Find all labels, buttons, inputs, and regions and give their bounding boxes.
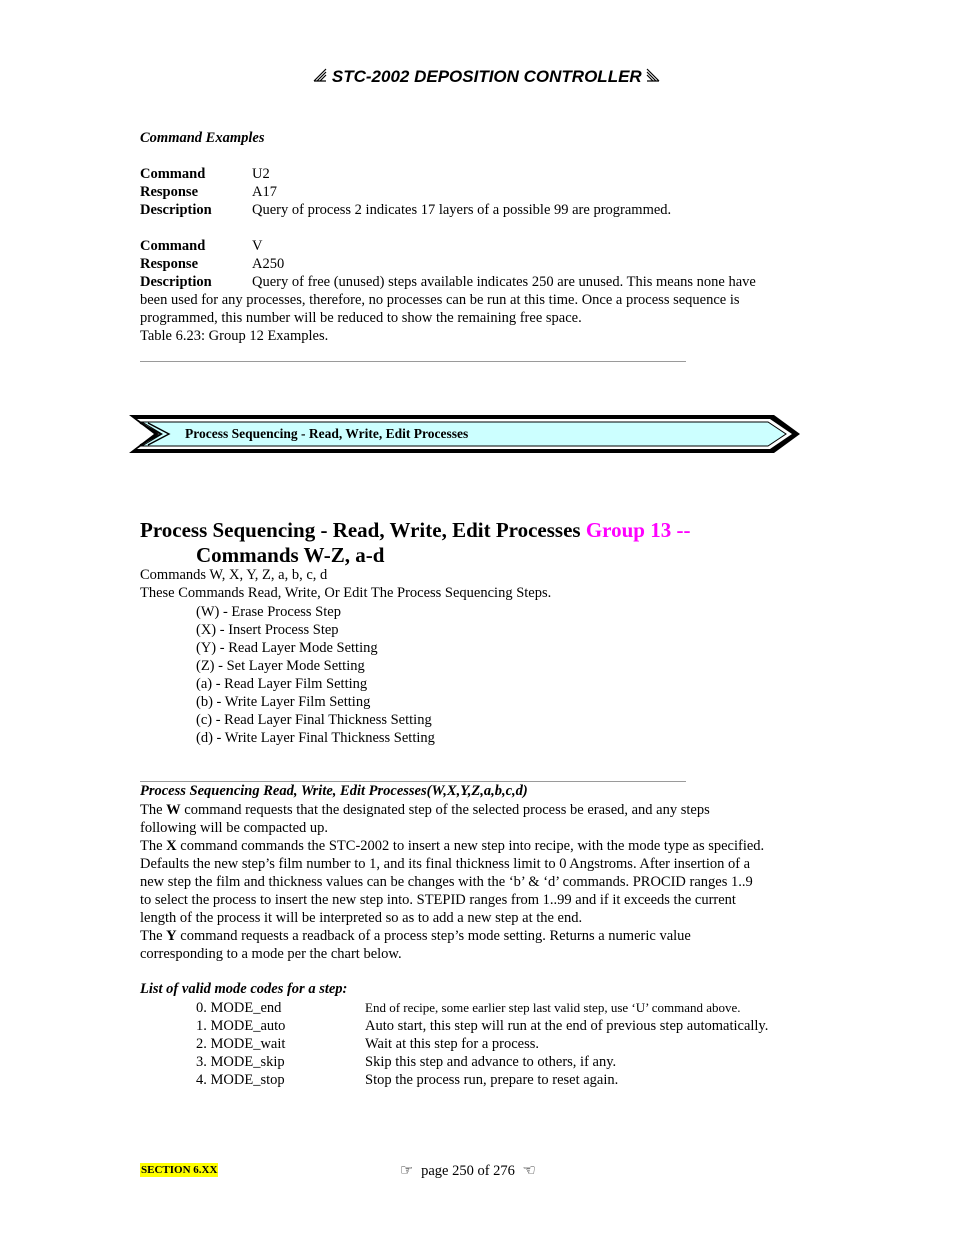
table-caption: Table 6.23: Group 12 Examples. <box>140 328 329 344</box>
mode-desc: End of recipe, some earlier step last valid step, use ‘U’ command above. <box>365 1000 741 1015</box>
y-text-2: corresponding to a mode per the chart below. <box>140 946 402 962</box>
example-1-command: U2 <box>252 166 270 182</box>
examples-heading: Command Examples <box>140 130 265 146</box>
label-description: Description <box>140 274 212 290</box>
header-title: STC-2002 DEPOSITION CONTROLLER <box>331 67 642 86</box>
left-ornament-icon <box>313 70 332 86</box>
list-item: (d) - Write Layer Final Thickness Setting <box>196 730 435 746</box>
mode-name: 2. MODE_wait <box>196 1036 286 1052</box>
page-header <box>313 67 660 87</box>
x-text-3: new step the film and thickness values can be changes with the ‘b’ & ‘d’ commands. PROCID ranges 1..9 <box>140 874 753 890</box>
label-response: Response <box>140 184 199 200</box>
divider <box>140 781 686 782</box>
y-text: command requests a readback of a process step’s mode setting. Returns a numeric value <box>176 928 691 944</box>
list-item: (c) - Read Layer Final Thickness Setting <box>196 712 432 728</box>
modes-heading: List of valid mode codes for a step: <box>140 981 348 997</box>
example-1-response: A17 <box>252 184 277 200</box>
right-ornament-icon <box>646 67 660 87</box>
text: The <box>140 928 167 944</box>
section-banner <box>128 414 802 454</box>
section-label <box>140 1161 218 1178</box>
command-list <box>196 603 435 747</box>
mode-name: 0. MODE_end <box>196 1000 282 1016</box>
section-title-main: Process Sequencing - Read, Write, Edit Processes <box>140 518 586 542</box>
mode-name: 1. MODE_auto <box>196 1018 286 1034</box>
x-text: command commands the STC-2002 to insert a new step into recipe, with the mode type as specified. <box>176 838 765 854</box>
label-command: Command <box>140 166 206 182</box>
text: The <box>140 802 167 818</box>
section-badge: SECTION 6.XX <box>141 1164 218 1176</box>
section-title-sub: Commands W-Z, a-d <box>196 543 385 567</box>
list-item: (b) - Write Layer Film Setting <box>196 694 371 710</box>
w-key: W <box>166 802 181 818</box>
page-number <box>400 1161 536 1180</box>
mode-name: 3. MODE_skip <box>196 1054 285 1070</box>
list-item: (a) - Read Layer Film Setting <box>196 676 368 692</box>
example-2-response: A250 <box>252 256 285 272</box>
label-description: Description <box>140 202 212 218</box>
pointing-right-icon: ☞ <box>400 1161 414 1179</box>
list-item: (W) - Erase Process Step <box>196 604 341 620</box>
example-2-command: V <box>252 238 263 254</box>
banner-text: Process Sequencing - Read, Write, Edit Processes <box>185 426 469 441</box>
w-text: command requests that the designated step of the selected process be erased, and any steps <box>180 802 710 818</box>
x-key: X <box>166 838 177 854</box>
details-heading: Process Sequencing Read, Write, Edit Processes(W,X,Y,Z,a,b,c,d) <box>140 783 528 799</box>
details-body <box>140 801 815 963</box>
y-key: Y <box>166 928 177 944</box>
x-text-4: to select the process to insert the new step into. STEPID ranges from 1..99 and if it exceeds the current <box>140 892 736 908</box>
text: The <box>140 838 167 854</box>
example-2-description-l2: been used for any processes, therefore, no processes can be run at this time. Once a process sequence is <box>140 292 740 308</box>
w-text-2: following will be compacted up. <box>140 820 329 836</box>
list-item: (X) - Insert Process Step <box>196 622 339 638</box>
commands-line: Commands W, X, Y, Z, a, b, c, d <box>140 567 328 583</box>
list-item: (Y) - Read Layer Mode Setting <box>196 640 378 656</box>
section-title <box>140 518 690 543</box>
mode-desc: Auto start, this step will run at the end of previous step automatically. <box>365 1018 769 1034</box>
label-response: Response <box>140 256 199 272</box>
example-2-description-l3: programmed, this number will be reduced to show the remaining free space. <box>140 310 582 326</box>
mode-desc: Stop the process run, prepare to reset again. <box>365 1072 619 1088</box>
mode-desc: Skip this step and advance to others, if any. <box>365 1054 617 1070</box>
list-item: (Z) - Set Layer Mode Setting <box>196 658 365 674</box>
page-text: page 250 of 276 <box>421 1163 515 1179</box>
pointing-left-icon: ☜ <box>522 1161 536 1179</box>
example-2-description-l1: Query of free (unused) steps available indicates 250 are unused. This means none have <box>252 274 756 290</box>
mode-desc: Wait at this step for a process. <box>365 1036 539 1052</box>
divider <box>140 361 686 362</box>
mode-name: 4. MODE_stop <box>196 1072 285 1088</box>
x-text-2: Defaults the new step’s film number to 1, and its final thickness limit to 0 Angstroms. After insertion of a <box>140 856 751 872</box>
example-1-description: Query of process 2 indicates 17 layers of a possible 99 are programmed. <box>252 202 672 218</box>
label-command: Command <box>140 238 206 254</box>
section-title-group: Group 13 -- <box>585 518 691 542</box>
x-text-5: length of the process it will be interpreted so as to add a new step at the end. <box>140 910 583 926</box>
commands-intro: These Commands Read, Write, Or Edit The Process Sequencing Steps. <box>140 585 552 601</box>
